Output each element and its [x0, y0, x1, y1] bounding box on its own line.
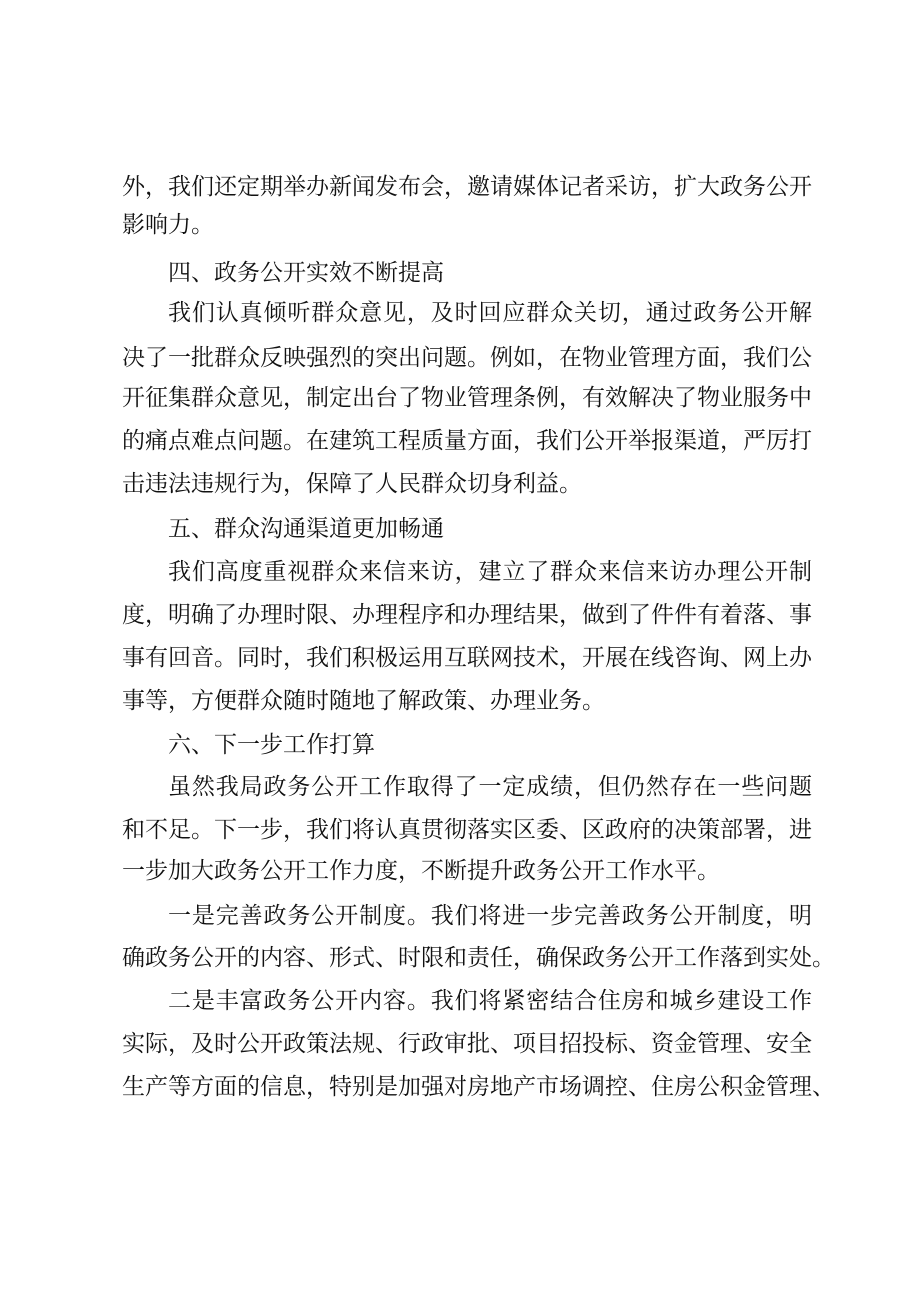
paragraph-line: 外，我们还定期举办新闻发布会，邀请媒体记者采访，扩大政务公开 — [122, 174, 812, 200]
paragraph-line: 和不足。下一步，我们将认真贯彻落实区委、区政府的决策部署，进 — [122, 817, 812, 843]
paragraph-line: 我们认真倾听群众意见，及时回应群众关切，通过政务公开解 — [168, 300, 812, 326]
section-heading-4: 四、政务公开实效不断提高 — [168, 260, 444, 286]
paragraph-line: 二是丰富政务公开内容。我们将紧密结合住房和城乡建设工作 — [168, 988, 812, 1014]
paragraph-line: 的痛点难点问题。在建筑工程质量方面，我们公开举报渠道，严厉打 — [122, 428, 812, 454]
paragraph-line: 击违法违规行为，保障了人民群众切身利益。 — [122, 471, 582, 497]
paragraph-line: 我们高度重视群众来信来访，建立了群众来信来访办理公开制 — [168, 559, 812, 585]
paragraph-line: 影响力。 — [122, 212, 214, 238]
paragraph-line: 决了一批群众反映强烈的突出问题。例如，在物业管理方面，我们公 — [122, 345, 812, 371]
paragraph-line: 生产等方面的信息，特别是加强对房地产市场调控、住房公积金管理、 — [122, 1074, 835, 1100]
paragraph-line: 虽然我局政务公开工作取得了一定成绩，但仍然存在一些问题 — [168, 774, 812, 800]
paragraph-line: 确政务公开的内容、形式、时限和责任，确保政务公开工作落到实处。 — [122, 945, 835, 971]
paragraph-line: 实际，及时公开政策法规、行政审批、项目招投标、资金管理、安全 — [122, 1031, 812, 1057]
paragraph-line: 事等，方便群众随时随地了解政策、办理业务。 — [122, 688, 605, 714]
paragraph-line: 开征集群众意见，制定出台了物业管理条例，有效解决了物业服务中 — [122, 385, 812, 411]
paragraph-line: 事有回音。同时，我们积极运用互联网技术，开展在线咨询、网上办 — [122, 645, 812, 671]
paragraph-line: 一是完善政务公开制度。我们将进一步完善政务公开制度，明 — [168, 903, 812, 929]
paragraph-line: 度，明确了办理时限、办理程序和办理结果，做到了件件有着落、事 — [122, 602, 812, 628]
paragraph-line: 一步加大政务公开工作力度，不断提升政务公开工作水平。 — [122, 858, 720, 884]
section-heading-6: 六、下一步工作打算 — [168, 732, 375, 758]
section-heading-5: 五、群众沟通渠道更加畅通 — [168, 516, 444, 542]
